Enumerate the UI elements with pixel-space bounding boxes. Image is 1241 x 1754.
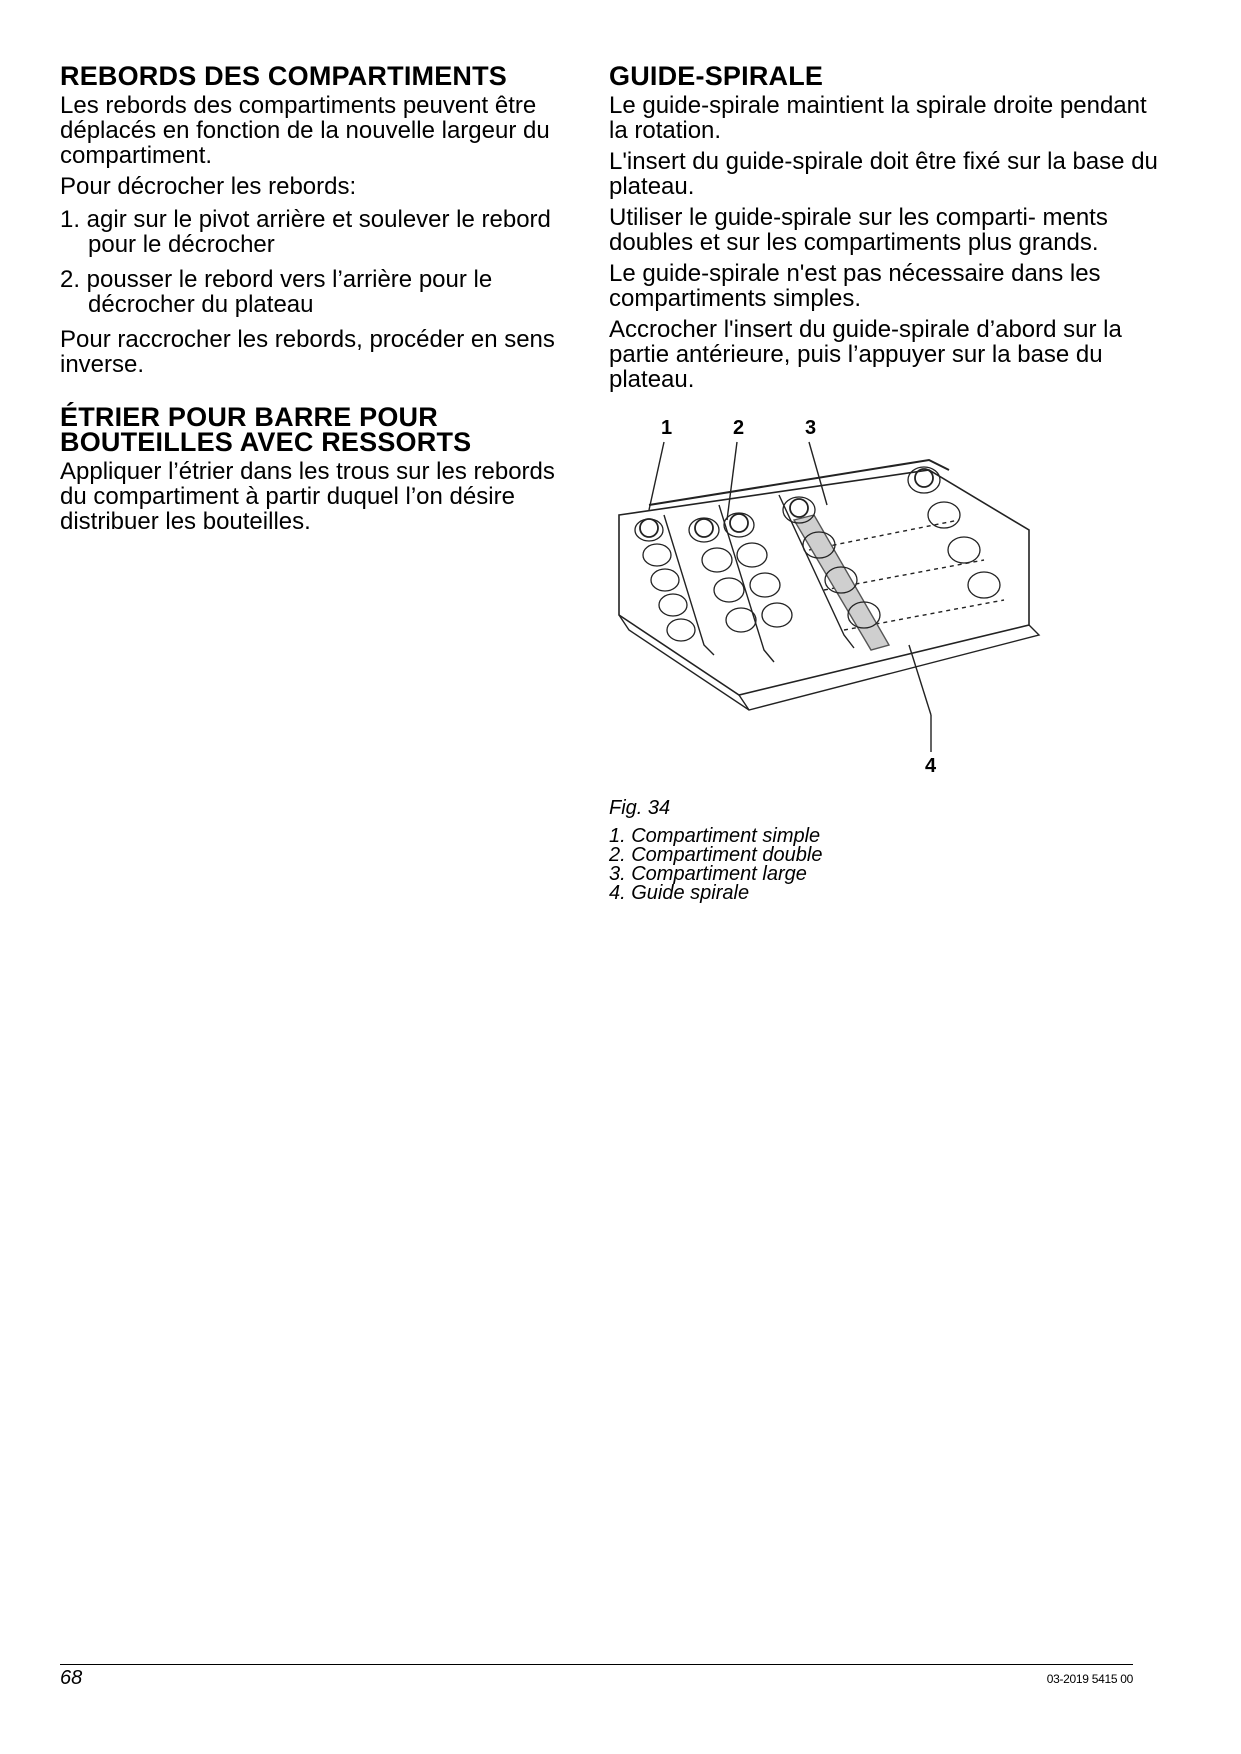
etrier-body: Appliquer l’étrier dans les trous sur les rebords du compartiment à partir duquel l’on désire distribuer les bouteilles. (60, 458, 555, 535)
legend-item: 3. Compartiment large (609, 863, 807, 885)
section-title-guide-spirale: GUIDE-SPIRALE (609, 61, 824, 91)
guide-paragraph: L'insert du guide-spirale doit être fixé sur la base du plateau. (609, 148, 1158, 200)
document-code: 03-2019 5415 00 (1046, 1672, 1133, 1686)
unhook-step: 2. pousser le rebord vers l’arrière pour le décrocher du plateau (60, 266, 493, 318)
figure-caption: Fig. 34 (609, 797, 671, 819)
callout-3: 3 (805, 417, 817, 439)
legend-item: 2. Compartiment double (609, 844, 823, 866)
unhook-steps (60, 207, 570, 317)
callout-4: 4 (925, 755, 937, 777)
figure-legend (609, 827, 1169, 903)
page-number: 68 (60, 1667, 83, 1689)
section-title-rebords: REBORDS DES COMPARTIMENTS (60, 61, 508, 91)
legend-item: 1. Compartiment simple (609, 825, 821, 847)
guide-paragraph: Utiliser le guide-spirale sur les comparti- ments doubles et sur les compartiments plus grands. (609, 204, 1108, 256)
tray-drawing (609, 410, 1129, 790)
rebords-unhook-intro: Pour décrocher les rebords: (60, 173, 357, 200)
guide-paragraph: Accrocher l'insert du guide-spirale d’abord sur la partie antérieure, puis l’appuyer sur la base du plateau. (609, 316, 1122, 393)
callout-2: 2 (733, 417, 745, 439)
guide-paragraph: Le guide-spirale maintient la spirale droite pendant la rotation. (609, 92, 1147, 144)
rebords-intro: Les rebords des compartiments peuvent être déplacés en fonction de la nouvelle largeur du compartiment. (60, 92, 550, 169)
guide-paragraph: Le guide-spirale n'est pas nécessaire dans les compartiments simples. (609, 260, 1101, 312)
callout-1: 1 (661, 417, 673, 439)
right-column (609, 61, 1169, 904)
tray-illustration (609, 410, 1129, 790)
rebords-rehook: Pour raccrocher les rebords, procéder en sens inverse. (60, 326, 555, 378)
unhook-step: 1. agir sur le pivot arrière et soulever le rebord pour le décrocher (60, 206, 551, 258)
legend-item: 4. Guide spirale (609, 882, 750, 904)
left-column (60, 61, 570, 540)
section-title-etrier: ÉTRIER POUR BARRE POUR BOUTEILLES AVEC RESSORTS (60, 402, 472, 457)
footer-rule (60, 1664, 1133, 1665)
